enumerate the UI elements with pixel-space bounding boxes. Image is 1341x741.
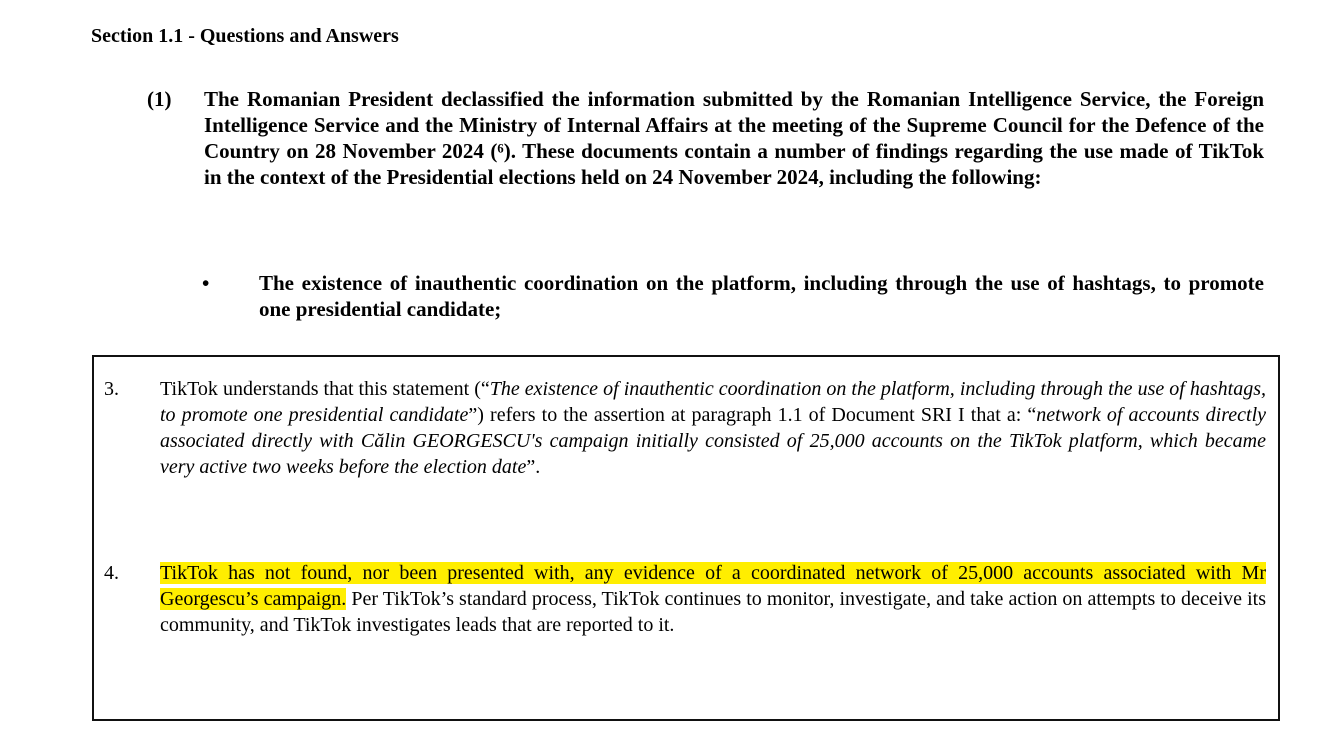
response-item-4-number: 4.	[104, 562, 119, 584]
response-item-4-rest: Per TikTok’s standard process, TikTok continues to monitor, investigate, and take action on attempts to deceive its community, and TikTok investigates leads that are reported to it.	[160, 588, 1266, 636]
highlighted-statement: TikTok has not found, nor been presented with, any evidence of a coordinated network of 25,000 accounts associated with Mr Georgescu’s campaign.	[160, 562, 1266, 610]
response-item-3-part1: TikTok understands that this statement (“	[160, 378, 490, 400]
response-item-3-quote1: The existence of inauthentic coordination on the platform, including through the use of hashtags, to promote one presidential candidate	[160, 378, 1266, 426]
response-item-3-number: 3.	[104, 378, 119, 400]
finding-paragraph: The Romanian President declassified the information submitted by the Romanian Intelligence Service, the Foreign Intelligence Service and the Ministry of Internal Affairs at the meeting of the Supreme Council for the Defence of the Country on 28 November 2024 (⁶). These documents contain a number of findings regarding the use made of TikTok in the context of the Presidential elections held on 24 November 2024, including the following:	[204, 87, 1264, 189]
response-item-3-text	[160, 376, 1266, 480]
response-item-3-part2: ”) refers to the assertion at paragraph 1.1 of Document SRI I that a: “	[468, 404, 1037, 426]
bullet-icon: •	[202, 271, 210, 295]
response-item-4-text	[160, 560, 1266, 638]
finding-bullet-text: The existence of inauthentic coordination on the platform, including through the use of hashtags, to promote one presidential candidate;	[259, 271, 1264, 321]
response-item-3-part3: ”.	[526, 456, 541, 478]
finding-number: (1)	[147, 87, 172, 111]
response-item-3-quote2: network of accounts directly associated directly with Călin GEORGESCU's campaign initially consisted of 25,000 accounts on the TikTok platform, which became very active two weeks before the election date	[160, 404, 1267, 478]
section-heading: Section 1.1 - Questions and Answers	[91, 25, 399, 47]
